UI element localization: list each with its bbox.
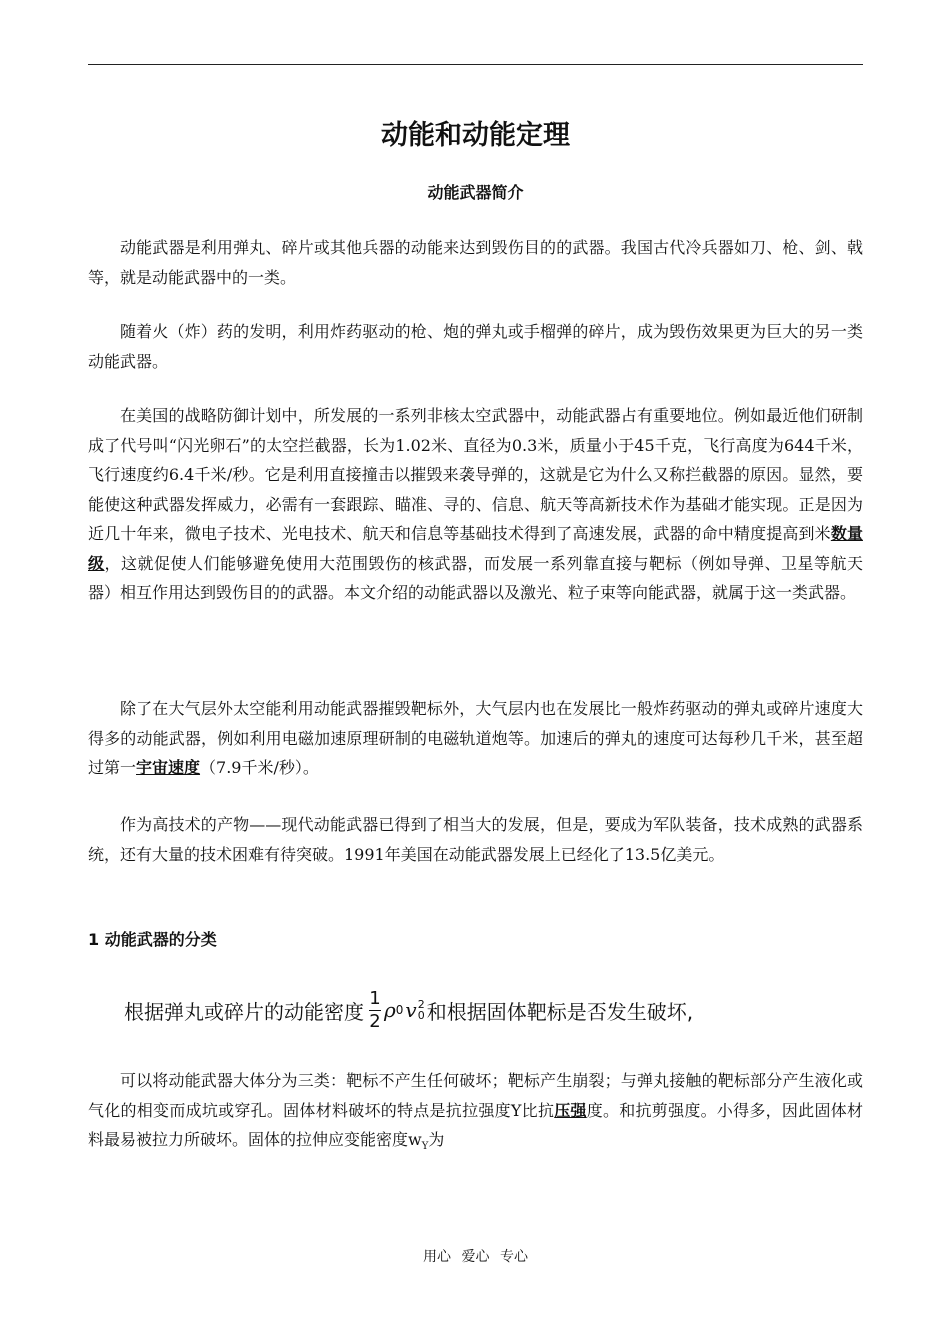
paragraph-3-text-a: 在美国的战略防御计划中，所发展的一系列非核太空武器中，动能武器占有重要地位。例如最近他们研制成了代号叫“闪光卵石”的太空拦截器，长为1.02米、直径为0.3米，质量小于45千克，飞行高度为644千米，飞行速度约6.4千米/秒。它是利用直接撞击以摧毁来袭导弹的，这就是它为什么又称拦截器的原因。显然，要能使这种武器发挥威力，必需有一套跟踪、瞄准、寻的、信息、航天等高新技术作为基础才能实现。正是因为近几十年来，微电子技术、光电技术、航天和信息等基础技术得到了高速发展，武器的命中精度提高到米 <box>88 406 863 543</box>
formula-prefix: 根据弹丸或碎片的动能密度 <box>124 999 364 1024</box>
formula-suffix: 和根据固体靶标是否发生破坏, <box>426 999 694 1024</box>
formula-rho: ρ <box>384 998 396 1022</box>
paragraph-4-text-a: 除了在大气层外太空能利用动能武器摧毁靶标外，大气层内也在发展比一般炸药驱动的弹丸或碎片速度大得多的动能武器，例如利用电磁加速原理研制的电磁轨道炮等。加速后的弹丸的速度可达每秒几千米，甚至超过第一 <box>88 699 863 777</box>
paragraph-4-text-b: （7.9千米/秒）。 <box>200 758 319 777</box>
header-rule <box>88 64 863 65</box>
formula-frac-num: 1 <box>369 987 381 1009</box>
formula-v-sup: 2 <box>417 998 425 1011</box>
link-order-of-magnitude[interactable]: 数量级 <box>88 524 863 573</box>
paragraph-4 <box>88 694 863 783</box>
formula-v: v <box>405 998 417 1022</box>
paragraph-6-text-b: 度。和抗剪强度。小得多，因此固体材料最易被拉力所破坏。固体的拉伸应变能密度w <box>88 1100 863 1149</box>
paragraph-6-text-a: 可以将动能武器大体分为三类：靶标不产生任何破坏；靶标产生崩裂；与弹丸接触的靶标部分产生液化或气化的相变而成坑或穿孔。固体材料破坏的特点是抗拉强度Y比抗 <box>88 1071 863 1120</box>
paragraph-6 <box>88 1066 863 1162</box>
formula-rho-sub: 0 <box>395 1003 404 1017</box>
page-title: 动能和动能定理 <box>381 120 570 151</box>
paragraph-2: 随着火（炸）药的发明，利用炸药驱动的枪、炮的弹丸或手榴弹的碎片，成为毁伤效果更为巨大的另一类动能武器。 <box>88 322 863 371</box>
formula-frac-den: 2 <box>369 1010 381 1032</box>
formula-v-supsub <box>418 999 425 1021</box>
paragraph-3-text-b: ，这就促使人们能够避免使用大范围毁伤的核武器，而发展一系列靠直接与靶标（例如导弹、卫星等航天器）相互作用达到毁伤目的的武器。本文介绍的动能武器以及激光、粒子束等向能武器，就属于这一类武器。 <box>88 553 863 602</box>
paragraph-6-text-c: 为 <box>428 1130 445 1149</box>
formula-fraction <box>369 989 381 1032</box>
page-subtitle: 动能武器简介 <box>427 183 524 202</box>
paragraph-3 <box>88 401 863 608</box>
link-cosmic-velocity[interactable]: 宇宙速度 <box>136 758 201 777</box>
formula-image <box>124 980 693 1040</box>
page-footer: 用心 爱心 专心 <box>423 1249 528 1265</box>
paragraph-6-sub: Y <box>421 1141 429 1153</box>
link-compressive[interactable]: 压强 <box>554 1100 587 1120</box>
formula-v-sub: 0 <box>417 1009 425 1022</box>
paragraph-5: 作为高技术的产物——现代动能武器已得到了相当大的发展，但是，要成为军队装备，技术成熟的武器系统，还有大量的技术困难有待突破。1991年美国在动能武器发展上已经化了13.5亿美元。 <box>88 815 863 864</box>
section-heading: 1 动能武器的分类 <box>88 930 217 949</box>
paragraph-1: 动能武器是利用弹丸、碎片或其他兵器的动能来达到毁伤目的的武器。我国古代冷兵器如刀、枪、剑、戟等，就是动能武器中的一类。 <box>88 238 863 287</box>
